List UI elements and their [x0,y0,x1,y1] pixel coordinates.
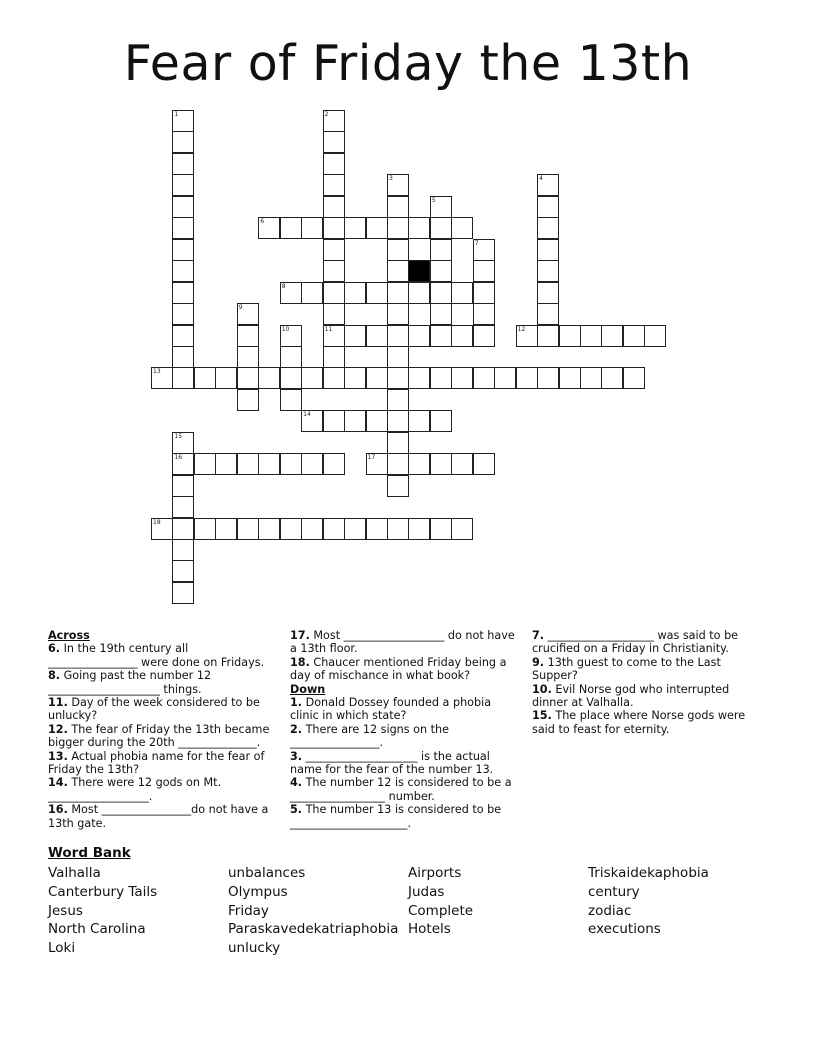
grid-cell[interactable] [580,325,602,347]
grid-cell[interactable] [258,518,280,540]
grid-cell[interactable] [408,518,430,540]
clue-text: ____________________ is the actual name for the fear of the number 13. [290,749,494,777]
grid-cell[interactable] [323,217,345,239]
grid-cell[interactable] [151,367,173,389]
grid-cell[interactable] [408,367,430,389]
clue-number: 16. [48,803,68,817]
grid-cell[interactable] [408,410,430,432]
grid-cell[interactable] [451,367,473,389]
grid-cell[interactable] [258,367,280,389]
grid-cell[interactable] [172,518,194,540]
grid-cell[interactable] [559,367,581,389]
grid-cell[interactable] [323,174,345,196]
clue [532,656,762,683]
clue-text: Chaucer mentioned Friday being a day of mischance in what book? [290,655,507,683]
word-bank-item: Jesus [48,902,83,919]
grid-cell[interactable] [559,325,581,347]
clue [48,696,278,723]
clue-number: 3 [388,175,393,183]
black-cell [408,260,430,282]
grid-cell[interactable] [280,367,302,389]
clue-number: 11 [324,325,333,333]
grid-cell[interactable] [644,325,666,347]
word-bank-item: century [588,883,640,900]
clue [290,723,518,750]
word-bank-item: Friday [228,902,269,919]
grid-cell[interactable] [451,325,473,347]
grid-cell[interactable] [537,196,559,218]
grid-cell[interactable] [366,282,388,304]
clue [290,629,518,656]
grid-cell[interactable] [601,325,623,347]
clue-number: 1 [174,111,179,118]
word-bank-item: Hotels [408,921,451,938]
word-bank-column-4 [588,864,709,939]
grid-cell[interactable] [194,453,216,475]
grid-cell[interactable] [601,367,623,389]
grid-cell[interactable] [172,560,194,582]
grid-cell[interactable] [580,367,602,389]
grid-cell[interactable] [537,239,559,261]
clue-number: 8 [281,282,286,290]
grid-cell[interactable] [494,367,516,389]
grid-cell[interactable] [473,367,495,389]
grid-cell[interactable] [323,303,345,325]
grid-cell[interactable] [151,518,173,540]
grid-cell[interactable] [537,325,559,347]
clue-number: 13 [153,368,161,376]
clues-column-3 [532,629,762,736]
clue-number: 11. [48,696,68,710]
word-bank-column-2 [228,864,398,958]
grid-cell[interactable] [387,217,409,239]
word-bank-title: Word Bank [48,845,131,861]
clue-text: 13th guest to come to the Last Supper? [532,655,721,683]
grid-cell[interactable] [172,453,194,475]
clue [532,683,762,710]
clue-number: 12. [48,722,68,736]
grid-cell[interactable] [344,410,366,432]
grid-cell[interactable] [172,367,194,389]
grid-cell[interactable] [430,196,452,218]
grid-cell[interactable] [323,153,345,175]
grid-cell[interactable] [237,389,259,411]
grid-cell[interactable] [387,389,409,411]
word-bank-column-1 [48,864,157,958]
word-bank-item: Triskaidekaphobia [588,865,709,881]
clue-text: Most ________________do not have a 13th gate. [48,803,269,830]
grid-cell[interactable] [451,282,473,304]
clue [48,776,278,803]
grid-cell[interactable] [258,217,280,239]
grid-cell[interactable] [172,303,194,325]
grid-cell[interactable] [473,453,495,475]
clue-text: There were 12 gods on Mt. __________________. [48,776,222,803]
grid-cell[interactable] [387,453,409,475]
clue [290,776,518,803]
grid-cell[interactable] [366,410,388,432]
grid-cell[interactable] [387,260,409,282]
word-bank-item: Paraskavedekatriaphobia [228,921,399,938]
grid-cell[interactable] [430,367,452,389]
grid-cell[interactable] [387,325,409,347]
grid-cell[interactable] [408,217,430,239]
clue [290,803,518,830]
word-bank-item: zodiac [588,902,632,919]
grid-cell[interactable] [387,174,409,196]
grid-cell[interactable] [344,518,366,540]
grid-cell[interactable] [323,196,345,218]
word-bank-item: Complete [408,902,474,919]
clue-number: 7. [532,629,545,642]
grid-cell[interactable] [473,325,495,347]
grid-cell[interactable] [323,410,345,432]
grid-cell[interactable] [516,367,538,389]
grid-cell[interactable] [215,367,237,389]
grid-cell[interactable] [280,282,302,304]
grid-cell[interactable] [172,325,194,347]
grid-cell[interactable] [172,196,194,218]
grid-cell[interactable] [366,518,388,540]
grid-cell[interactable] [623,325,645,347]
clue-section-header: Down [290,682,326,696]
grid-cell[interactable] [430,303,452,325]
clue-number: 7 [474,239,479,247]
grid-cell[interactable] [387,196,409,218]
grid-cell[interactable] [172,346,194,368]
clue-text: The place where Norse gods were said to feast for eternity. [532,709,746,736]
grid-cell[interactable] [215,518,237,540]
grid-cell[interactable] [323,239,345,261]
clue-text: ___________________ was said to be crucified on a Friday in Christianity. [532,629,739,656]
clue [532,709,762,736]
grid-cell[interactable] [172,539,194,561]
grid-cell[interactable] [473,260,495,282]
grid-cell[interactable] [387,346,409,368]
grid-cell[interactable] [323,346,345,368]
grid-cell[interactable] [430,282,452,304]
grid-cell[interactable] [430,239,452,261]
word-bank-item: Canterbury Tails [48,883,158,900]
clues-column-1 [48,629,278,830]
clue-text: Most __________________ do not have a 13th floor. [290,629,515,656]
grid-cell[interactable] [280,518,302,540]
grid-cell[interactable] [537,367,559,389]
clue-number: 10 [281,325,290,333]
word-bank-item: Airports [408,865,462,881]
grid-cell[interactable] [366,367,388,389]
grid-cell[interactable] [430,217,452,239]
clue-number: 15 [174,432,183,440]
grid-cell[interactable] [280,325,302,347]
clue-number: 18. [290,655,310,669]
grid-cell[interactable] [430,260,452,282]
clue [48,803,278,830]
clue-number: 13. [48,749,68,763]
grid-cell[interactable] [323,453,345,475]
clue-number: 6. [48,642,61,656]
grid-cell[interactable] [237,346,259,368]
clue-number: 5 [431,196,436,204]
grid-cell[interactable] [537,260,559,282]
grid-cell[interactable] [430,518,452,540]
grid-cell[interactable] [537,303,559,325]
grid-cell[interactable] [451,217,473,239]
grid-cell[interactable] [366,325,388,347]
grid-cell[interactable] [172,432,194,454]
clue-text: There are 12 signs on the ________________. [290,722,450,750]
grid-cell[interactable] [172,239,194,261]
word-bank-item: Loki [48,940,76,957]
clue-number: 14. [48,776,68,790]
grid-cell[interactable] [387,518,409,540]
grid-cell[interactable] [366,217,388,239]
clue [48,723,278,750]
word-bank-item: Judas [408,883,445,900]
grid-cell[interactable] [323,518,345,540]
grid-cell[interactable] [516,325,538,347]
grid-cell[interactable] [280,453,302,475]
clue-text: The number 12 is considered to be a _________________ number. [290,776,512,803]
clue-number: 17 [367,454,376,462]
grid-cell[interactable] [473,282,495,304]
grid-cell[interactable] [172,131,194,153]
clue-text: Day of the week considered to be unlucky? [48,696,260,723]
grid-cell[interactable] [344,367,366,389]
clue [290,696,518,723]
clue-number: 2. [290,722,303,736]
clue [48,669,278,696]
word-bank-item: Olympus [228,883,288,900]
clue-text: Actual phobia name for the fear of Friday the 13th? [48,749,265,777]
grid-cell[interactable] [387,282,409,304]
grid-cell[interactable] [387,475,409,497]
clue-number: 12 [517,325,526,333]
grid-cell[interactable] [430,453,452,475]
grid-cell[interactable] [387,410,409,432]
grid-cell[interactable] [473,239,495,261]
grid-cell[interactable] [323,325,345,347]
clue-text: In the 19th century all ________________ were done on Fridays. [48,642,265,669]
word-bank-column-3 [408,864,473,939]
grid-cell[interactable] [301,367,323,389]
grid-cell[interactable] [387,367,409,389]
clue-number: 15. [532,709,552,723]
clue [48,750,278,777]
clue-text: The fear of Friday the 13th became bigger during the 20th ______________. [48,722,270,750]
clue [290,750,518,777]
grid-cell[interactable] [323,131,345,153]
clue-number: 6 [260,218,265,226]
grid-cell[interactable] [215,453,237,475]
grid-cell[interactable] [387,432,409,454]
grid-cell[interactable] [344,325,366,347]
clue [532,629,762,656]
grid-cell[interactable] [194,518,216,540]
clue-number: 5. [290,803,303,817]
clue-number: 14 [303,411,311,419]
grid-cell[interactable] [172,282,194,304]
puzzle-title: Fear of Friday the 13th [123,35,693,92]
clue-number: 3. [290,749,303,763]
clue-number: 2 [324,111,329,118]
word-bank-item: Valhalla [48,865,101,881]
word-bank-item: executions [588,921,661,938]
grid-cell[interactable] [408,282,430,304]
clue-text: Evil Norse god who interrupted dinner at Valhalla. [532,682,730,710]
grid-cell[interactable] [301,410,323,432]
grid-cell[interactable] [172,582,194,604]
grid-cell[interactable] [430,410,452,432]
grid-cell[interactable] [280,217,302,239]
grid-cell[interactable] [323,260,345,282]
clue-text: Donald Dossey founded a phobia clinic in which state? [290,696,492,723]
clue-number: 8. [48,669,61,683]
grid-cell[interactable] [172,475,194,497]
clue [48,642,278,669]
grid-cell[interactable] [172,217,194,239]
grid-cell[interactable] [280,346,302,368]
grid-cell[interactable] [408,325,430,347]
clue-number: 9 [238,304,243,312]
clue-number: 17. [290,629,310,642]
grid-cell[interactable] [344,217,366,239]
word-bank-item: North Carolina [48,921,146,938]
grid-cell[interactable] [194,367,216,389]
word-bank-item: unlucky [228,940,281,957]
grid-cell[interactable] [237,303,259,325]
grid-cell[interactable] [237,518,259,540]
grid-cell[interactable] [623,367,645,389]
clue-number: 4 [539,175,543,183]
grid-cell[interactable] [537,174,559,196]
grid-cell[interactable] [451,453,473,475]
grid-cell[interactable] [237,325,259,347]
clue-text: Going past the number 12 ____________________ things. [48,669,212,696]
clue-number: 4. [290,776,303,790]
clues-column-2 [290,629,518,830]
grid-cell[interactable] [301,282,323,304]
grid-cell[interactable] [387,239,409,261]
word-bank-item: unbalances [228,865,306,881]
clue-number: 16 [174,454,183,462]
grid-cell[interactable] [301,217,323,239]
grid-cell[interactable] [301,453,323,475]
grid-cell[interactable] [172,260,194,282]
grid-cell[interactable] [237,367,259,389]
grid-cell[interactable] [430,325,452,347]
grid-cell[interactable] [172,153,194,175]
grid-cell[interactable] [366,453,388,475]
grid-cell[interactable] [451,518,473,540]
clue-section-header: Across [48,629,90,642]
grid-cell[interactable] [344,282,366,304]
clue-number: 9. [532,655,545,669]
grid-cell[interactable] [237,453,259,475]
grid-cell[interactable] [172,174,194,196]
clue-number: 10. [532,682,552,696]
grid-cell[interactable] [301,518,323,540]
clue-number: 18 [153,518,161,526]
grid-cell[interactable] [323,282,345,304]
grid-cell[interactable] [323,367,345,389]
clue-number: 1. [290,696,303,710]
grid-cell[interactable] [172,496,194,518]
grid-cell[interactable] [408,453,430,475]
clue [290,656,518,683]
clue-text: The number 13 is considered to be _____________________. [290,803,502,830]
grid-cell[interactable] [537,282,559,304]
grid-cell[interactable] [258,453,280,475]
grid-cell[interactable] [387,303,409,325]
grid-cell[interactable] [323,110,345,132]
grid-cell[interactable] [280,389,302,411]
grid-cell[interactable] [473,303,495,325]
grid-cell[interactable] [172,110,194,132]
grid-cell[interactable] [537,217,559,239]
